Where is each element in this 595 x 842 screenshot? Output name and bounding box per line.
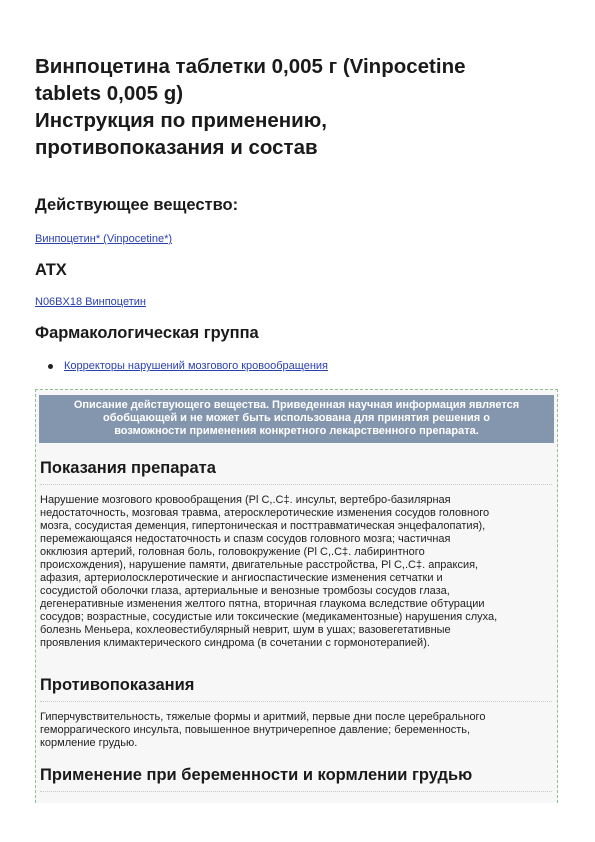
substance-description-box — [35, 389, 558, 803]
text-line: сосудистой оболочки глаза, артериальные и венозные тромбозы сосудов глаза, — [40, 585, 450, 597]
section-divider — [40, 484, 552, 485]
text-line: мозга, сосудистая деменция, гипертоническая и посттравматическая энцефалопатия), — [40, 520, 486, 532]
text-line: проявления климактерического синдрома (в сочетании с гормонотерапией). — [40, 637, 430, 649]
text-line: геморрагического инсульта, повышенное внутричерепное давление; беременность, — [40, 724, 471, 736]
text-line: окклюзия артерий, головная боль, головокружение (Pl C,.C‡. лабиринтного — [40, 546, 425, 558]
disclaimer-notice — [39, 395, 554, 443]
text-line: болезнь Меньера, кохлеовестибулярный неврит, шум в ушах; вазовегетативные — [40, 624, 451, 636]
section-divider — [40, 701, 552, 702]
pharm-group-heading: Фармакологическая группа — [35, 324, 259, 342]
indications-heading: Показания препарата — [40, 459, 216, 477]
contraindications-text — [40, 711, 552, 750]
text-line: афазия, артериолосклеротические и ангиоспастические изменения сетчатки и — [40, 572, 443, 584]
page-title — [35, 53, 575, 161]
text-line: дегенеративные изменения желтого пятна, вторичная глаукома вследствие обтурации — [40, 598, 485, 610]
active-substance-heading: Действующее вещество: — [35, 196, 239, 214]
section-divider — [40, 791, 552, 792]
atx-code-link[interactable]: N06BX18 Винпоцетин — [35, 296, 146, 308]
pharm-group-link[interactable]: Корректоры нарушений мозгового кровообращения — [64, 360, 329, 372]
title-line: Инструкция по применению, — [35, 109, 327, 132]
notice-line: обобщающей и не может быть использована для принятия решения о — [102, 412, 490, 424]
bullet-icon — [48, 364, 53, 369]
pharm-group-list — [48, 360, 328, 372]
title-line: противопоказания и состав — [35, 136, 318, 159]
atx-heading: ATX — [35, 261, 67, 279]
title-line: tablets 0,005 g) — [35, 82, 184, 105]
text-line: Нарушение мозгового кровообращения (Pl C,.C‡. инсульт, вертебро-базилярная — [40, 494, 451, 506]
list-item — [48, 360, 328, 372]
text-line: перемежающаяся недостаточность и спазм сосудов головного мозга; частичная — [40, 533, 451, 545]
text-line: недостаточность, мозговая травма, атеросклеротические изменения сосудов головного — [40, 507, 490, 519]
text-line: кормление грудью. — [40, 737, 138, 749]
text-line: происхождения), нарушение памяти, двигательные расстройства, Pl C,.C‡. апраксия, — [40, 559, 479, 571]
active-substance-link[interactable]: Винпоцетин* (Vinpocetine*) — [35, 233, 173, 245]
notice-line: Описание действующего вещества. Приведенная научная информация является — [73, 399, 520, 411]
pregnancy-heading: Применение при беременности и кормлении грудью — [40, 766, 473, 784]
indications-text — [40, 494, 552, 650]
text-line: сосудов; возрастные, сосудистые или токсические (медикаментозные) нарушения слуха, — [40, 611, 498, 623]
contraindications-heading: Противопоказания — [40, 676, 195, 694]
text-line: Гиперчувствительность, тяжелые формы и аритмий, первые дни после церебрального — [40, 711, 486, 723]
notice-line: возможности применения конкретного лекарственного препарата. — [114, 425, 479, 437]
title-line: Винпоцетина таблетки 0,005 г (Vinpocetine — [35, 55, 466, 78]
